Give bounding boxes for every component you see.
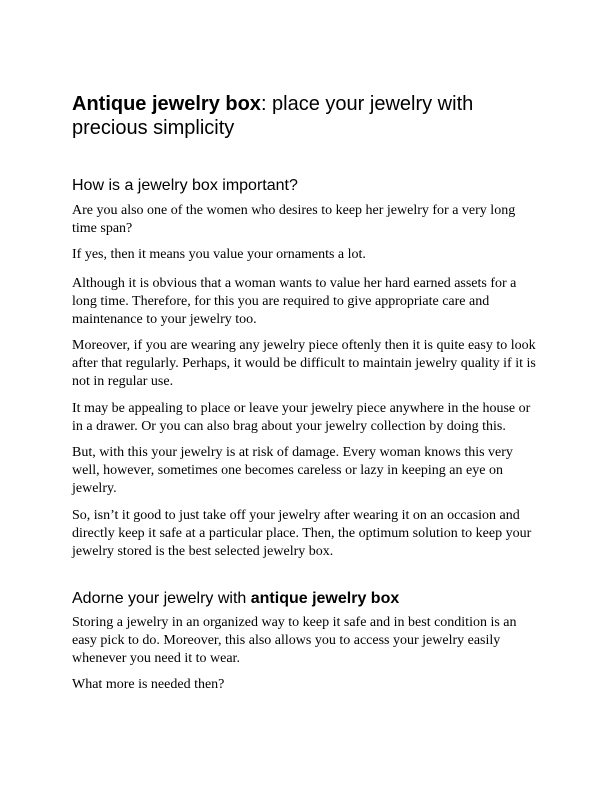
paragraph: What more is needed then? [72,677,225,692]
paragraph: It may be appealing to place or leave your jewelry piece anywhere in the house or in a drawer. Or you can also brag about your jewelry collection by doing this. [72,401,531,434]
title-keyword: Antique jewelry box [72,93,261,115]
section-heading-keyword: antique jewelry box [250,590,400,607]
section-heading-importance: How is a jewelry box important? [72,177,298,194]
section-heading-adorne [72,589,542,608]
section-heading-plain: Adorne your jewelry with [72,590,251,607]
page-title [72,92,542,140]
paragraph: Moreover, if you are wearing any jewelry piece oftenly then it is quite easy to look after that regularly. Perhaps, it would be difficult to maintain jewelry quality if it is not in regular use. [72,338,536,389]
paragraph: Are you also one of the women who desires to keep her jewelry for a very long time span? [72,203,516,236]
paragraph: Although it is obvious that a woman wants to value her hard earned assets for a long time. Therefore, for this you are required to give appropriate care and maintenance to your jewelry too. [72,276,517,327]
title-rest: : place your jewelry with precious simplicity [72,93,474,139]
paragraph: But, with this your jewelry is at risk of damage. Every woman knows this very well, however, sometimes one becomes careless or lazy in keeping an eye on jewelry. [72,445,513,496]
paragraph: If yes, then it means you value your ornaments a lot. [72,247,366,262]
paragraph: So, isn’t it good to just take off your jewelry after wearing it on an occasion and directly keep it safe at a particular place. Then, the optimum solution to keep your jewelry stored is the best selected jewelry box. [72,508,532,559]
paragraph: Storing a jewelry in an organized way to keep it safe and in best condition is an easy pick to do. Moreover, this also allows you to access your jewelry easily whenever you need it to wear. [72,615,517,666]
